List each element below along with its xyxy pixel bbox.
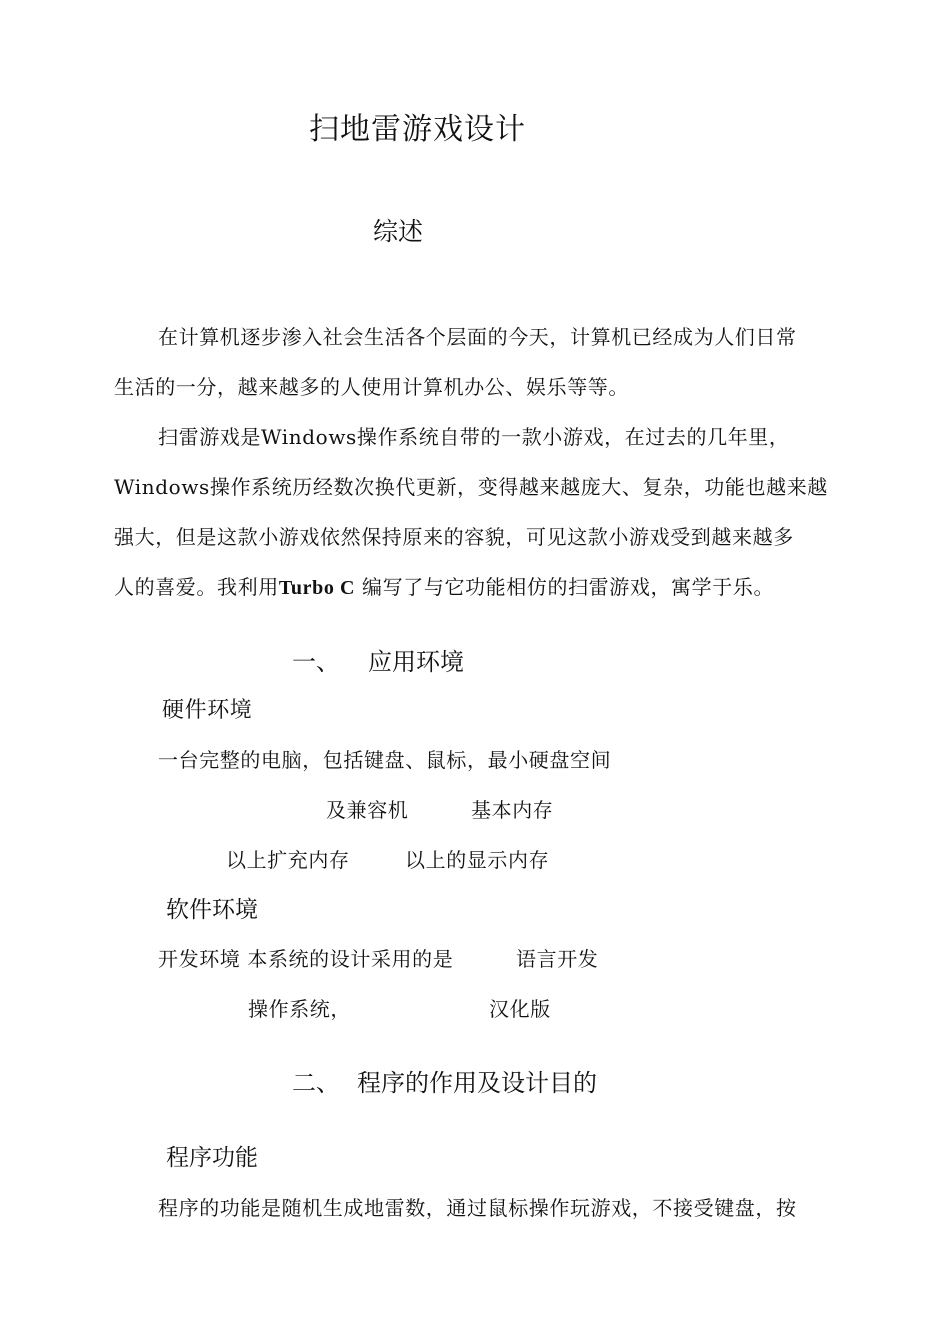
overview-heading: 综述 (373, 217, 424, 246)
software-line: 语言开发 (516, 947, 599, 971)
intro-text: 人的喜爱。我利用 (114, 575, 279, 599)
software-line: 汉化版 (489, 997, 551, 1021)
hardware-heading: 硬件环境 (162, 698, 253, 723)
section-title: 程序的作用及设计目的 (357, 1069, 597, 1097)
software-line: 开发环境 本系统的设计采用的是 (158, 947, 454, 971)
hardware-line: 以上的显示内存 (405, 848, 550, 872)
hardware-line: 及兼容机 (326, 798, 409, 822)
hardware-line: 基本内存 (471, 798, 554, 822)
hardware-line: 一台完整的电脑，包括键盘、鼠标，最小硬盘空间 (158, 748, 612, 772)
intro-paragraph-line (114, 571, 874, 600)
function-line: 程序的功能是随机生成地雷数，通过鼠标操作玩游戏，不接受键盘，按 (158, 1196, 797, 1220)
intro-paragraph-line: Windows操作系统历经数次换代更新，变得越来越庞大、复杂，功能也越来越 (114, 475, 828, 499)
function-heading: 程序功能 (166, 1145, 258, 1171)
intro-paragraph-line: 在计算机逐步渗入社会生活各个层面的今天，计算机已经成为人们日常 (158, 325, 797, 349)
intro-paragraph-line: 强大，但是这款小游戏依然保持原来的容貌，可见这款小游戏受到越来越多 (114, 525, 794, 549)
hardware-line: 以上扩充内存 (226, 848, 350, 872)
document-title: 扫地雷游戏设计 (309, 112, 526, 147)
intro-text: 编写了与它功能相仿的扫雷游戏，寓学于乐。 (355, 575, 775, 599)
software-heading: 软件环境 (166, 897, 258, 923)
turbo-c-emphasis: Turbo C (278, 577, 356, 599)
intro-paragraph-line: 扫雷游戏是Windows操作系统自带的一款小游戏，在过去的几年里， (158, 425, 790, 449)
intro-paragraph-line: 生活的一分，越来越多的人使用计算机办公、娱乐等等。 (114, 375, 629, 399)
software-line: 操作系统， (248, 997, 351, 1021)
section-title: 应用环境 (368, 648, 464, 676)
section-number: 一、 (292, 648, 340, 676)
section-number: 二、 (292, 1069, 340, 1097)
